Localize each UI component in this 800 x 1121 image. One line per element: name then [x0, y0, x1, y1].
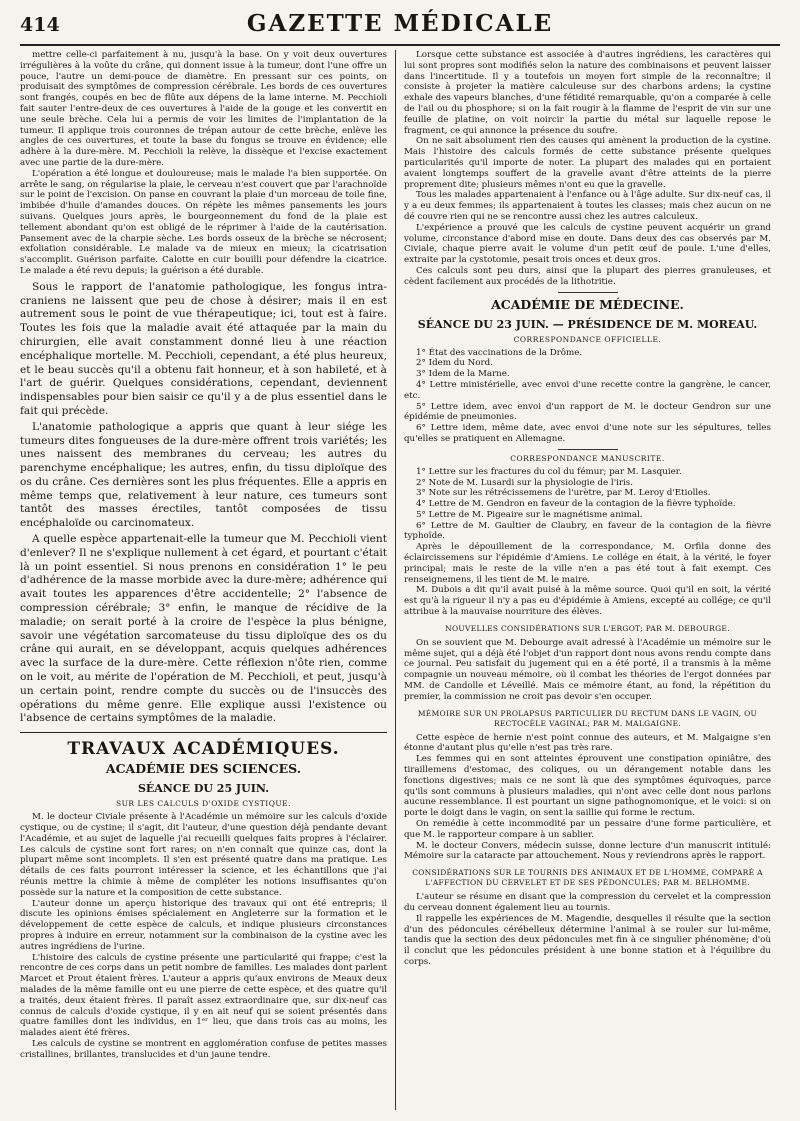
list-item: 4° Lettre de M. Gendron en faveur de la contagion de la fièvre typhoïde.	[416, 499, 736, 510]
official-correspondence-list	[404, 348, 771, 445]
short-rule	[558, 449, 618, 450]
header-rule	[20, 44, 780, 46]
correspondence-heading: CORRESPONDANCE OFFICIELLE.	[513, 334, 662, 344]
paragraph: L'auteur se résume en disant que la compression du cervelet et la compression du cerveau donnent également lieu au tournis.	[404, 892, 771, 913]
paragraph: Sous le rapport de l'anatomie pathologique, les fongus intra-craniens ne laissent que peu de chose à désirer; mais il en est autrement sous le point de vue thérapeutique; ici, tout est à faire. Toutes les fois que la maladie avait été attaquée par la main du chirurgien, elle avait constamment donné lieu à une réaction encéphalique mortelle. M. Pecchioli, cependant, a été plus heureux, et le beau succès qu'il a obtenu fait honneur, et à son habileté, et à l'art de guérir. Quelques considérations, cependant, deviennent indispensables pour bien saisir ce qu'il y a de plus essentiel dans le fait qui précède.	[20, 280, 387, 417]
paragraph: mettre celle-ci parfaitement à nu, jusqu'à la base. On y voit deux ouvertures irrégulières à la voûte du crâne, qui donnent issue à la tumeur, dont l'une offre un pouce, l'autre un demi-pouce de diamètre. En pressant sur ces points, on produisait des symptômes de compression cérébrale. Les bords de ces ouvertures sont frangés, coupés en bec de flûte aux dépens de la lame interne. M. Pecchioli fait sauter l'entre-deux de ces ouvertures à l'aide de la gouge et les convertit en une seule brèche. Cela lui a permis de voir les limites de l'implantation de la tumeur. Il applique trois couronnes de trépan autour de cette brèche, enlève les angles de ces ouvertures, et toute la base du fongus se trouve en évidence; elle adhère à la dure-mère. M. Pecchioli la relève, la dissèque et l'excise exactement avec une partie de la dure-mère.	[20, 50, 387, 168]
paragraph: A quelle espèce appartenait-elle la tumeur que M. Pecchioli vient d'enlever? Il ne s'explique nullement à cet égard, et pourtant c'était là un point essentiel. Si nous prenons en considération 1° le peu d'adhérence de la masse morbide avec la dure-mère; adhérence qui avait toutes les apparences d'être accidentelle; 2° l'absence de compression cérébrale; 3° enfin, le manque de récidive de la maladie; on serait porté à la croire de l'espèce la plus bénigne, savoir une végétation sarcomateuse du tissu diploïque des os du crâne qui aurait, en se développant, acquis quelques adhérences avec la surface de la dure-mère. Cette réflexion n'ôte rien, comme on le voit, au mérite de l'opération de M. Pecchioli, et peut, jusqu'à un certain point, rendre compte du succès ou de l'insuccès des opérations du même genre. Elle explique aussi l'existence ou l'absence de certains symptômes de la maladie.	[20, 533, 387, 725]
page-header	[20, 10, 780, 40]
left-column	[20, 50, 395, 1110]
paragraph: Après le dépouillement de la correspondance, M. Orfila donne des éclaircissemens sur l'épidémie d'Amiens. Le collége en était, à la vérité, le foyer principal; mais le reste de la ville n'en a pas été tout à fait exempt. Ces renseignemens, il les tient de M. le maire.	[404, 542, 771, 585]
list-item: 6° Lettre idem, même date, avec envoi d'une note sur les sépultures, telles qu'elles se pratiquent en Allemagne.	[404, 423, 771, 444]
academy-heading: ACADÉMIE DE MÉDECINE.	[491, 296, 684, 312]
session-heading: SÉANCE DU 23 JUIN. — PRÉSIDENCE DE M. MOREAU.	[417, 317, 758, 331]
list-item: 3° Idem de la Marne.	[416, 369, 510, 380]
list-item: 2° Note de M. Lusardi sur la physiologie de l'iris.	[416, 477, 634, 488]
paragraph: L'auteur donne un aperçu historique des travaux qui ont été entrepris; il discute les opinions émises spécialement en Angleterre sur la formation et le développement de cette espèce de calculs, et indique plusieurs circonstances propres à induire en erreur, notamment sur la combinaison de la cystine avec les autres ingrédiens de l'urine.	[20, 898, 387, 952]
right-column	[396, 50, 771, 1110]
list-item: 3° Note sur les rétrécissemens de l'urètre, par M. Leroy d'Etiolles.	[416, 488, 711, 499]
list-item: 6° Lettre de M. Gaultier de Claubry, en faveur de la contagion de la fièvre typhoïde.	[404, 520, 771, 542]
paragraph: Les femmes qui en sont atteintes éprouvent une constipation opiniâtre, des tiraillemens d'estomac, des coliques, ou un dérangement notable dans les fonctions digestives; mais ce ne sont là que des symptômes équivoques, parce qu'ils sont communs à plusieurs maladies, qui n'ont avec celle dont nous parlons aucune ressemblance. Il est pourtant un signe pathognomonique, et le voici: si on porte le doigt dans le vagin, on sent la saillie qui forme le rectum.	[404, 754, 771, 819]
paragraph: Il rappelle les expériences de M. Magendie, desquelles il résulte que la section d'un des pédoncules cérébelleux détermine l'animal à se rouler sur lui-même, tandis que la section des deux pédoncules met fin à ce singulier phénomène; d'où il conclut que les pédoncules président à une bonne station et à l'équilibre du corps.	[404, 913, 771, 967]
paragraph: L'expérience a prouvé que les calculs de cystine peuvent acquérir un grand volume, circonstance d'abord mise en doute. Dans deux des cas observés par M. Civiale, chaque pierre avait le volume d'un petit œuf de poule. L'une d'elles, extraite par la cystotomie, pesait trois onces et deux gros.	[404, 222, 771, 266]
list-item: 4° Lettre ministérielle, avec envoi d'une recette contre la gangrène, le cancer, etc.	[404, 379, 771, 401]
paragraph: On se souvient que M. Debourge avait adressé à l'Académie un mémoire sur le même sujet, qui a déjà été l'objet d'un rapport dont nous avons rendu compte dans ce journal. Peu satisfait du jugement qui en a été porté, il a transmis à la même compagnie un nouveau mémoire, où il combat les théories de l'ergot données par MM. de Candolle et Léveillé. Mais ce mémoire étant, au fond, la répétition du premier, la commission ne croit pas devoir s'en occuper.	[404, 637, 771, 702]
paragraph: Tous les malades appartenaient à l'enfance ou à l'âge adulte. Sur dix-neuf cas, il y a eu deux femmes; ils appartenaient à toutes les classes; mais chez aucun on ne dé couvre rien qui ne se rencontre aussi chez les autres calculeux.	[404, 190, 771, 222]
article-title: MÉMOIRE SUR UN PROLAPSUS PARTICULIER DU RECTUM DANS LE VAGIN, OU RECTOCÈLE VAGINAL; PAR M. MALGAIGNE.	[417, 708, 758, 728]
paragraph: Les calculs de cystine se montrent en agglomération confuse de petites masses cristallines, brillantes, translucides et d'un jaune tendre.	[20, 1038, 387, 1060]
list-item: 2° Idem du Nord.	[416, 358, 493, 369]
short-rule	[558, 292, 618, 293]
paragraph: M. le docteur Civiale présente à l'Académie un mémoire sur les calculs d'oxide cystique, ou de cystine; il s'agit, dit l'auteur, d'une question déjà pendante devant l'Académie, et au sujet de laquelle j'ai recueilli quelques faits propres à l'éclairer. Les calculs de cystine sont fort rares; on n'en connaît que quinze cas, dont la plupart même sont incomplets. Il s'en est présenté quatre dans ma pratique. Les détails de ces faits pourront intéresser la science, et les échantillons que j'ai réunis mettre la chimie à même de compléter les notions insuffisantes qu'on possède sur la nature et la composition de cette substance.	[20, 812, 387, 898]
paragraph: On remédie à cette incommodité par un pessaire d'une forme particulière, et que M. le rapporteur compare à un sablier.	[404, 819, 771, 840]
paragraph: On ne sait absolument rien des causes qui amènent la production de la cystine. Mais l'histoire des calculs formés de cette substance présente quelques particularités qu'il importe de noter. La plupart des malades qui en portaient avaient longtemps souffert de la gravelle avant d'être atteints de la pierre proprement dite; plusieurs mêmes n'ont eu que la gravelle.	[404, 136, 771, 190]
text-columns	[20, 50, 780, 1110]
section-title: TRAVAUX ACADÉMIQUES.	[67, 739, 340, 760]
article-title: CONSIDÉRATIONS SUR LE TOURNIS DES ANIMAUX ET DE L'HOMME, COMPARÉ A L'AFFECTION DU CERVELET ET DE SES PÉDONCULES; PAR M. BELHOMME.	[412, 868, 763, 888]
paragraph: L'histoire des calculs de cystine présente une particularité qui frappe; c'est la rencontre de ces corps dans un petit nombre de familles. Les malades dont parlent Marcet et Prout étaient frères. L'auteur a appris qu'aux environs de Meaux deux malades de la même famille ont eu une pierre de cette espèce, et des quatre qu'il a traités, deux étaient frères. Il paraît assez extraordinaire que, sur dix-neuf cas connus de calculs d'oxide cystique, il y en ait neuf qui se soient présentés dans quatre familles dont les individus, en 1ᵉʳ lieu, que dans trois cas au moins, les malades aient été frères.	[20, 952, 387, 1039]
list-item: 1° État des vaccinations de la Drôme.	[416, 347, 583, 358]
paragraph: L'opération a été longue et douloureuse; mais le malade l'a bien supportée. On arrête le sang, on régularise la plaie, le cerveau n'est couvert que par l'arachnoïde sur le point de l'excision. On panse en couvrant la plaie d'un morceau de toile fine, imbibée d'huile d'amandes douces. On répète les mêmes pansements les jours suivans. Quelques jours après, le bourgeonnement du fond de la plaie est tellement abondant qu'on est obligé de le réprimer à l'aide de la cautérisation. Pansement avec de la charpie sèche. Les bords osseux de la brèche se nécrosent; exfoliation considérable. Le malade va de mieux en mieux; la cicatrisation s'accomplit. Guérison parfaite. Calotte en cuir bouilli pour défendre la cicatrice. Le malade a été revu depuis; la guérison a été durable.	[20, 168, 387, 276]
list-item: 5° Lettre idem, avec envoi d'un rapport de M. le docteur Gendron sur une épidémie de pneumonies.	[404, 401, 771, 423]
section-rule	[20, 732, 387, 733]
list-item: 5° Lettre de M. Pigeaire sur le magnétisme animal.	[416, 509, 643, 520]
paragraph: L'anatomie pathologique a appris que quant à leur siége les tumeurs dites fongueuses de la dure-mère offrent trois variétés; les unes naissent des membranes du cerveau; les autres du parenchyme encéphalique; les autres, enfin, du tissu diploïque des os du crâne. Ces dernières sont les plus fréquentes. Elle a appris en même temps que, relativement à leur nature, ces tumeurs sont tantôt des masses érectiles, tantôt composées de tissu encéphaloïde ou carcinomateux.	[20, 420, 387, 530]
article-subtitle: SUR LES CALCULS D'OXIDE CYSTIQUE.	[115, 799, 292, 809]
session-heading: SÉANCE DU 25 JUIN.	[137, 782, 270, 796]
page-number: 414	[20, 14, 60, 36]
academy-heading: ACADÉMIE DES SCIENCES.	[105, 761, 302, 777]
paragraph: Ces calculs sont peu durs, ainsi que la plupart des pierres granuleuses, et cèdent facilement aux procédés de la lithotritie.	[404, 265, 771, 287]
paragraph: Lorsque cette substance est associée à d'autres ingrédiens, les caractères qui lui sont propres sont modifiés selon la nature des combinaisons et peuvent laisser dans l'incertitude. Il y a toutefois un moyen fort simple de la reconnaître; il consiste à projeter la matière calculeuse sur des charbons ardens; la cystine exhale des vapeurs blanches, d'une fétidité remarquable, qu'on a comparée à celle de l'ail ou du phosphore; si on la fait rougir à la flamme de l'esprit de vin sur une feuille de platine, on voit noircir la partie du métal sur laquelle repose le fragment, ce qui annonce la présence du soufre.	[404, 50, 771, 136]
manuscript-correspondence-list	[404, 467, 771, 543]
paragraph: M. Dubois a dit qu'il avait puisé à la même source. Quoi qu'il en soit, la vérité est qu'à la rigueur il n'y a pas eu d'épidémie à Amiens, excepté au collége; ce qu'il attribue à la mauvaise nourriture des élèves.	[404, 585, 771, 618]
journal-title: GAZETTE MÉDICALE	[246, 10, 554, 37]
article-title: NOUVELLES CONSIDÉRATIONS SUR L'ERGOT; PAR M. DEBOURGE.	[445, 623, 730, 633]
list-item: 1° Lettre sur les fractures du col du fémur; par M. Lasquier.	[416, 466, 682, 477]
paragraph: M. le docteur Convers, médecin suisse, donne lecture d'un manuscrit intitulé: Mémoire sur la cataracte par attouchement. Nous y reviendrons après le rapport.	[404, 840, 771, 862]
paragraph: Cette espèce de hernie n'est point connue des auteurs, et M. Malgaigne s'en étonne d'autant plus qu'elle n'est pas très rare.	[404, 732, 771, 754]
correspondence-heading: CORRESPONDANCE MANUSCRITE.	[510, 453, 665, 463]
